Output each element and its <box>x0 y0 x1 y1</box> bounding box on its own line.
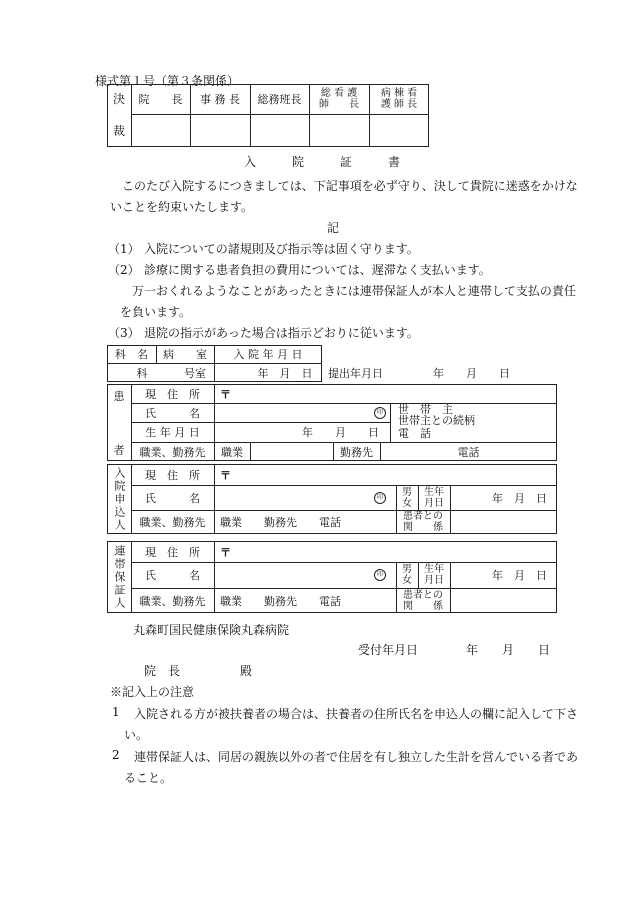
patient-postal-mark: 〒 <box>220 387 231 401</box>
patient-birth-ymd: 年 月 日 <box>302 426 379 439</box>
patient-address-label: 現 住 所 <box>145 387 200 401</box>
dept-ka: 科 <box>136 366 148 380</box>
hospital-name: 丸森町国民健康保険丸森病院 <box>133 623 290 637</box>
notes-title: ※記入上の注意 <box>110 685 195 699</box>
item-2-text: 診療に関する患者負担の費用については、遅滞なく支払います。 <box>144 263 491 277</box>
form-id: 様式第１号（第３条関係） <box>95 74 240 88</box>
approval-label-bottom: 裁 <box>112 123 125 138</box>
applicant-side-label: 入院申込人 <box>113 466 126 532</box>
guarantor-job-fields: 職業 勤務先 電話 <box>220 594 341 608</box>
ki-heading: 記 <box>327 221 340 235</box>
approval-header-chief-nurse: 総 看 護 師 長 <box>319 88 359 110</box>
note-2-line-1: 連帯保証人は、同居の親族以外の者で住居を有し独立した生計を営んでいる者であ <box>134 750 579 764</box>
item-1-text: 入院についての諸規則及び指示等は固く守ります。 <box>144 242 419 256</box>
approval-header-director: 院 長 <box>138 93 183 106</box>
admission-date-label: 入 院 年 月 日 <box>233 348 303 361</box>
applicant-birth-label: 生年 月日 <box>424 486 444 509</box>
item-1-num: （1） <box>108 242 140 256</box>
patient-workplace-label: 勤務先 <box>340 445 373 459</box>
patient-tel-label: 電話 <box>457 445 480 459</box>
admission-date-ymd: 年 月 日 <box>257 366 313 380</box>
applicant-gender-label: 男 女 <box>402 486 412 509</box>
guarantor-gender-label: 男 女 <box>402 564 412 586</box>
patient-side-top: 患 <box>113 390 125 403</box>
guarantor-relation-label: 患者との 関 係 <box>403 589 443 612</box>
approval-header-general-affairs: 総務班長 <box>257 93 302 106</box>
approval-header-ward-nurse: 病 棟 看 護 師 長 <box>380 88 418 110</box>
dept-label: 科 名 <box>115 348 148 361</box>
applicant-postal-mark: 〒 <box>220 468 231 482</box>
guarantor-job-label: 職業、勤務先 <box>139 594 206 608</box>
note-1-line-1: 入院される方が被扶養者の場合は、扶養者の住所氏名を申込人の欄に記入して下さ <box>134 707 579 721</box>
note-1-line-2: い。 <box>124 728 149 742</box>
room-label: 病 室 <box>163 348 207 361</box>
intro-line-2: いことを約束いたします。 <box>110 200 254 214</box>
reception-date-label: 受付年月日 <box>358 643 419 657</box>
applicant-relation-label: 患者との 関 係 <box>403 511 443 533</box>
note-1-num: 1 <box>112 705 120 719</box>
item-3-num: （3） <box>108 326 140 340</box>
submit-date-label: 提出年月日 <box>328 366 383 380</box>
intro-line-1: このたび入院するにつきましては、下記事項を必ず守り、決して貴院に迷惑をかけな <box>110 179 578 193</box>
director-addressee: 院 長 殿 <box>144 664 253 678</box>
note-2-line-2: ること。 <box>124 771 173 785</box>
applicant-name-label: 氏 名 <box>145 491 200 505</box>
applicant-birth-ymd: 年 月 日 <box>492 491 547 505</box>
patient-birth-label: 生 年 月 日 <box>145 426 200 439</box>
submit-date-ymd: 年 月 日 <box>433 366 510 380</box>
applicant-address-label: 現 住 所 <box>145 468 200 482</box>
approval-label-top: 決 <box>112 91 125 106</box>
patient-side-bottom: 者 <box>113 444 125 457</box>
item-2-num: （2） <box>108 263 140 277</box>
patient-name-label: 氏 名 <box>145 406 200 420</box>
item-2-cont-2: を負います。 <box>120 305 192 319</box>
guarantor-postal-mark: 〒 <box>220 545 231 559</box>
approval-header-office-chief: 事 務 長 <box>200 93 240 106</box>
reception-date-ymd: 年 月 日 <box>466 643 551 657</box>
guarantor-name-label: 氏 名 <box>145 569 200 582</box>
applicant-job-fields: 職業 勤務先 電話 <box>220 516 341 529</box>
guarantor-side-label: 連帯保証人 <box>113 544 126 610</box>
patient-phone-label: 電 話 <box>398 426 431 440</box>
item-3-text: 退院の指示があった場合は指示どおりに従います。 <box>144 326 419 340</box>
room-number-suffix: 号室 <box>184 366 206 380</box>
patient-occupation-label: 職業 <box>221 445 243 459</box>
applicant-job-label: 職業、勤務先 <box>139 516 206 529</box>
patient-setainushi-label: 世 帯 主 <box>398 402 453 416</box>
guarantor-birth-ymd: 年 月 日 <box>492 569 547 582</box>
patient-zokugara-label: 世帯主との続柄 <box>398 413 475 427</box>
patient-job-label: 職業、勤務先 <box>139 445 206 459</box>
guarantor-seal: 印 <box>374 562 386 588</box>
guarantor-address-label: 現 住 所 <box>145 545 200 559</box>
applicant-seal: 印 <box>374 485 386 510</box>
item-2-cont-1: 万一おくれるようなことがあったときには連帯保証人が本人と連帯して支払の責任 <box>132 284 576 298</box>
page-title: 入 院 証 書 <box>244 155 401 169</box>
patient-seal: 印 <box>374 403 386 422</box>
guarantor-birth-label: 生年 月日 <box>424 564 444 586</box>
note-2-num: 2 <box>112 748 120 762</box>
